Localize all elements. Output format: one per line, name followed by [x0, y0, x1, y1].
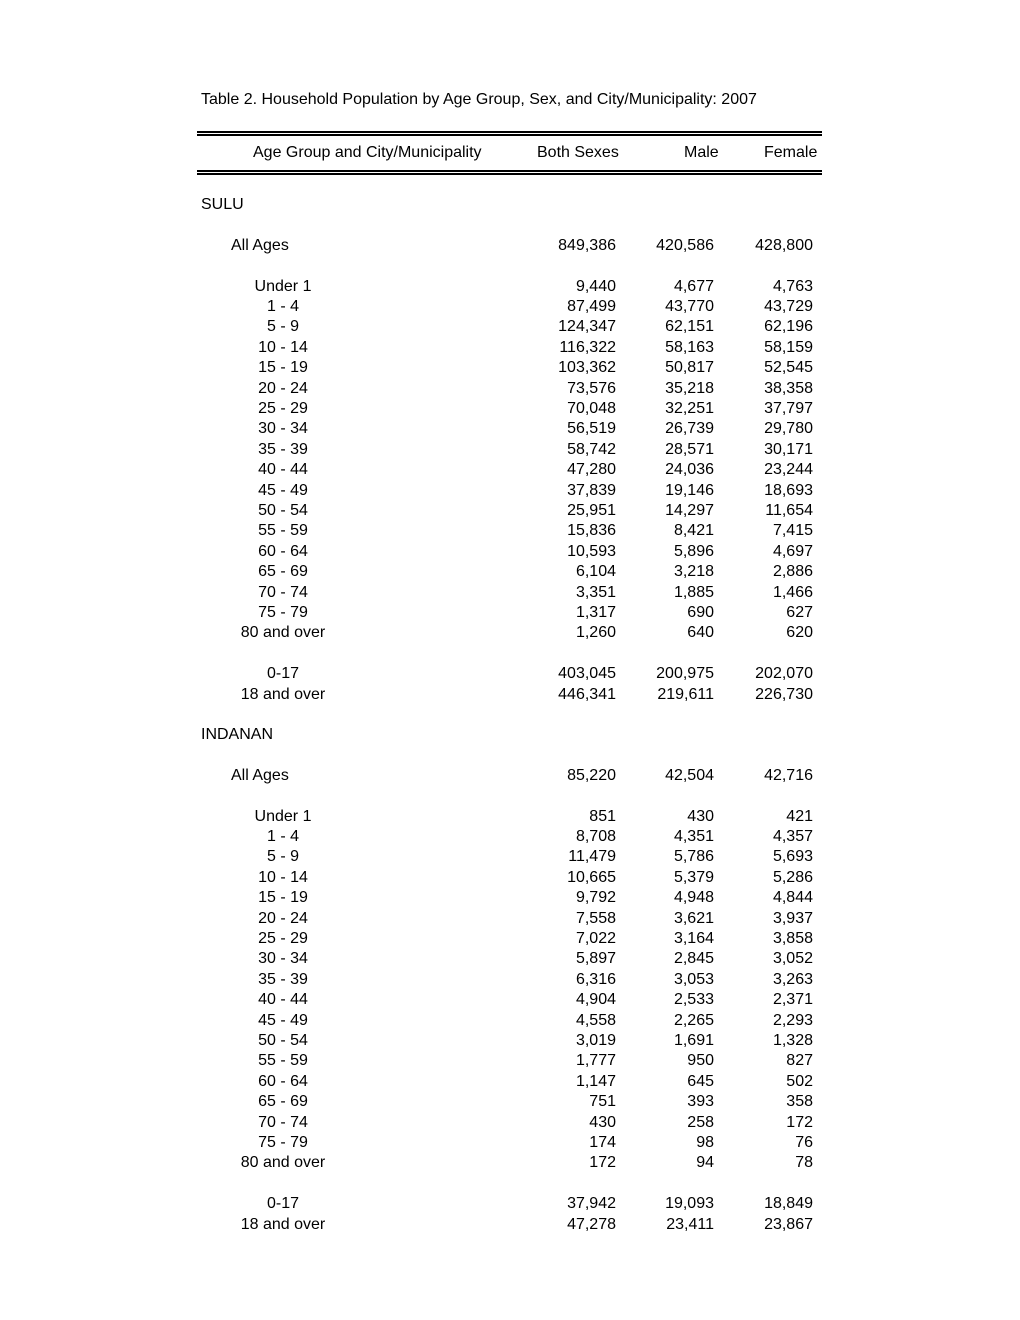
row-label: 20 - 24 — [258, 379, 308, 397]
section-heading: INDANAN — [201, 726, 274, 743]
cell-both-sexes: 174 — [589, 1133, 616, 1151]
cell-male: 62,151 — [665, 318, 714, 336]
cell-both-sexes: 1,777 — [575, 1052, 616, 1070]
cell-both-sexes: 124,347 — [558, 318, 616, 336]
table-row — [0, 991, 1020, 1011]
row-label: 80 and over — [240, 1154, 326, 1172]
row-label: 5 - 9 — [266, 318, 300, 336]
cell-both-sexes: 11,479 — [568, 848, 616, 866]
cell-female: 3,937 — [772, 909, 813, 927]
table-row — [0, 339, 1020, 359]
row-label: 30 - 34 — [258, 420, 308, 438]
row-label: 60 - 64 — [258, 542, 308, 560]
row-label: 65 - 69 — [258, 563, 308, 581]
cell-male: 690 — [687, 603, 714, 621]
cell-male: 58,163 — [665, 338, 714, 356]
cell-female: 3,858 — [772, 929, 813, 947]
cell-female: 37,797 — [764, 399, 813, 417]
cell-female: 2,886 — [772, 563, 813, 581]
cell-male: 4,948 — [673, 889, 714, 907]
cell-female: 827 — [786, 1052, 813, 1070]
cell-female: 226,730 — [755, 685, 813, 703]
cell-female: 1,328 — [772, 1031, 813, 1049]
cell-female: 627 — [786, 603, 813, 621]
cell-both-sexes: 4,558 — [575, 1011, 616, 1029]
table-row — [0, 461, 1020, 481]
cell-male: 2,265 — [673, 1011, 714, 1029]
row-label: 70 - 74 — [258, 1113, 308, 1131]
cell-both-sexes: 9,440 — [575, 277, 616, 295]
table-row — [0, 1134, 1020, 1154]
cell-both-sexes: 9,792 — [575, 889, 616, 907]
table-row — [0, 380, 1020, 400]
row-label: 50 - 54 — [258, 501, 308, 519]
cell-female: 38,358 — [764, 379, 813, 397]
table-row — [0, 828, 1020, 848]
cell-both-sexes: 25,951 — [567, 501, 616, 519]
table-row — [0, 808, 1020, 828]
table-row — [0, 1154, 1020, 1174]
cell-both-sexes: 87,499 — [567, 297, 616, 315]
cell-both-sexes: 6,316 — [575, 970, 616, 988]
row-label: 45 - 49 — [258, 1011, 308, 1029]
table-row — [0, 1032, 1020, 1052]
header-rule-top-2 — [197, 134, 822, 136]
table-row — [0, 930, 1020, 950]
row-label: 45 - 49 — [258, 481, 308, 499]
table-row — [0, 889, 1020, 909]
cell-female: 4,357 — [772, 827, 813, 845]
row-label: 55 - 59 — [258, 1052, 308, 1070]
header-rule-bottom-2 — [197, 173, 822, 175]
header-rule-bottom-1 — [197, 170, 822, 172]
cell-female: 502 — [786, 1072, 813, 1090]
table-row — [0, 278, 1020, 298]
row-label: 15 - 19 — [258, 889, 308, 907]
row-label: 18 and over — [240, 1215, 326, 1233]
cell-male: 19,093 — [665, 1195, 714, 1213]
table-row — [0, 584, 1020, 604]
cell-both-sexes: 430 — [589, 1113, 616, 1131]
row-label: 0-17 — [266, 1195, 300, 1213]
cell-male: 3,164 — [673, 929, 714, 947]
row-label: 1 - 4 — [266, 297, 300, 315]
table-row — [0, 1073, 1020, 1093]
cell-female: 1,466 — [772, 583, 813, 601]
row-label: 35 - 39 — [258, 970, 308, 988]
cell-both-sexes: 47,278 — [567, 1215, 616, 1233]
cell-male: 430 — [687, 807, 714, 825]
cell-both-sexes: 3,019 — [575, 1031, 616, 1049]
row-label: 40 - 44 — [258, 991, 308, 1009]
cell-female: 78 — [795, 1154, 813, 1172]
cell-both-sexes: 403,045 — [558, 665, 616, 683]
cell-female: 18,849 — [764, 1195, 813, 1213]
cell-female: 172 — [786, 1113, 813, 1131]
cell-both-sexes: 1,147 — [575, 1072, 616, 1090]
cell-both-sexes: 7,022 — [575, 929, 616, 947]
table-row-summary — [0, 1216, 1020, 1236]
header-rule-top-1 — [197, 131, 822, 133]
row-label: 10 - 14 — [258, 868, 308, 886]
row-label: 5 - 9 — [266, 848, 300, 866]
cell-both-sexes: 851 — [589, 807, 616, 825]
cell-female: 4,763 — [772, 277, 813, 295]
table-title: Table 2. Household Population by Age Group, Sex, and City/Municipality: 2007 — [201, 91, 757, 108]
cell-female: 4,844 — [772, 889, 813, 907]
row-label: Under 1 — [254, 807, 312, 825]
cell-female: 23,244 — [764, 461, 813, 479]
cell-male: 258 — [687, 1113, 714, 1131]
cell-female: 18,693 — [764, 481, 813, 499]
cell-male: 26,739 — [665, 420, 714, 438]
table-row — [0, 482, 1020, 502]
row-label: 25 - 29 — [258, 399, 308, 417]
row-label: 15 - 19 — [258, 359, 308, 377]
table-row-summary — [0, 1195, 1020, 1215]
cell-male: 5,786 — [673, 848, 714, 866]
cell-male: 43,770 — [665, 297, 714, 315]
row-label: 0-17 — [266, 665, 300, 683]
cell-both-sexes: 73,576 — [567, 379, 616, 397]
cell-male: 94 — [696, 1154, 714, 1172]
cell-female: 2,371 — [772, 991, 813, 1009]
cell-male: 23,411 — [666, 1215, 714, 1233]
row-label: 60 - 64 — [258, 1072, 308, 1090]
cell-both-sexes: 70,048 — [567, 399, 616, 417]
cell-both-sexes: 10,665 — [567, 868, 616, 886]
cell-male: 5,896 — [673, 542, 714, 560]
cell-both-sexes: 56,519 — [567, 420, 616, 438]
cell-both-sexes: 7,558 — [575, 909, 616, 927]
table-row-all-ages — [0, 237, 1020, 257]
cell-female: 5,693 — [772, 848, 813, 866]
cell-both-sexes: 446,341 — [558, 685, 616, 703]
cell-male: 8,421 — [673, 522, 714, 540]
column-header-both-sexes: Both Sexes — [537, 144, 619, 161]
cell-male: 32,251 — [665, 399, 714, 417]
table-row — [0, 624, 1020, 644]
cell-male: 393 — [687, 1093, 714, 1111]
table-row — [0, 950, 1020, 970]
row-label: 1 - 4 — [266, 827, 300, 845]
row-label: 75 - 79 — [258, 1133, 308, 1151]
table-row — [0, 604, 1020, 624]
cell-male: 2,533 — [673, 991, 714, 1009]
cell-male: 35,218 — [665, 379, 714, 397]
table-row — [0, 1012, 1020, 1032]
cell-both-sexes: 103,362 — [558, 359, 616, 377]
row-label: Under 1 — [254, 277, 312, 295]
cell-male: 14,297 — [665, 501, 714, 519]
table-row — [0, 420, 1020, 440]
cell-both-sexes: 58,742 — [567, 440, 616, 458]
table-row — [0, 848, 1020, 868]
cell-both-sexes: 172 — [589, 1154, 616, 1172]
cell-male: 3,053 — [673, 970, 714, 988]
cell-both-sexes: 10,593 — [567, 542, 616, 560]
table-row-all-ages — [0, 767, 1020, 787]
table-row — [0, 502, 1020, 522]
cell-both-sexes: 849,386 — [558, 236, 616, 254]
row-label: All Ages — [231, 236, 289, 254]
cell-male: 4,677 — [673, 277, 714, 295]
cell-male: 24,036 — [665, 461, 714, 479]
row-label: 35 - 39 — [258, 440, 308, 458]
table-row — [0, 400, 1020, 420]
cell-both-sexes: 37,942 — [567, 1195, 616, 1213]
cell-female: 5,286 — [772, 868, 813, 886]
row-label: 80 and over — [240, 624, 326, 642]
cell-male: 28,571 — [665, 440, 714, 458]
cell-both-sexes: 85,220 — [567, 766, 616, 784]
cell-female: 358 — [786, 1093, 813, 1111]
cell-both-sexes: 8,708 — [575, 827, 616, 845]
cell-male: 3,621 — [673, 909, 714, 927]
row-label: 65 - 69 — [258, 1093, 308, 1111]
row-label: 40 - 44 — [258, 461, 308, 479]
cell-male: 98 — [696, 1133, 714, 1151]
table-row — [0, 1093, 1020, 1113]
cell-male: 2,845 — [673, 950, 714, 968]
row-label: 30 - 34 — [258, 950, 308, 968]
row-label: 75 - 79 — [258, 603, 308, 621]
cell-female: 3,052 — [772, 950, 813, 968]
table-row — [0, 359, 1020, 379]
cell-male: 1,885 — [673, 583, 714, 601]
cell-female: 58,159 — [764, 338, 813, 356]
cell-female: 42,716 — [764, 766, 813, 784]
table-row — [0, 298, 1020, 318]
column-header-female: Female — [764, 144, 818, 161]
cell-male: 5,379 — [673, 868, 714, 886]
cell-female: 202,070 — [755, 665, 813, 683]
cell-male: 219,611 — [657, 685, 714, 703]
table-row — [0, 563, 1020, 583]
row-label: 55 - 59 — [258, 522, 308, 540]
table-row — [0, 971, 1020, 991]
cell-both-sexes: 116,322 — [559, 338, 616, 356]
cell-both-sexes: 5,897 — [575, 950, 616, 968]
cell-both-sexes: 1,260 — [575, 624, 616, 642]
cell-male: 950 — [687, 1052, 714, 1070]
section-heading: SULU — [201, 196, 244, 213]
cell-male: 42,504 — [665, 766, 714, 784]
row-label: All Ages — [231, 766, 289, 784]
cell-both-sexes: 6,104 — [575, 563, 616, 581]
cell-both-sexes: 4,904 — [575, 991, 616, 1009]
cell-female: 11,654 — [765, 501, 813, 519]
cell-female: 4,697 — [772, 542, 813, 560]
table-row — [0, 522, 1020, 542]
cell-both-sexes: 3,351 — [575, 583, 616, 601]
cell-male: 19,146 — [665, 481, 714, 499]
cell-female: 62,196 — [764, 318, 813, 336]
cell-female: 52,545 — [764, 359, 813, 377]
column-header-male: Male — [684, 144, 719, 161]
cell-female: 29,780 — [764, 420, 813, 438]
table-row — [0, 543, 1020, 563]
cell-female: 23,867 — [764, 1215, 813, 1233]
row-label: 70 - 74 — [258, 583, 308, 601]
row-label: 50 - 54 — [258, 1031, 308, 1049]
table-row — [0, 318, 1020, 338]
table-row — [0, 910, 1020, 930]
cell-male: 645 — [687, 1072, 714, 1090]
table-row — [0, 1114, 1020, 1134]
cell-male: 1,691 — [673, 1031, 714, 1049]
cell-male: 3,218 — [673, 563, 714, 581]
table-row-summary — [0, 665, 1020, 685]
table-row-summary — [0, 686, 1020, 706]
cell-female: 30,171 — [764, 440, 813, 458]
cell-both-sexes: 751 — [589, 1093, 616, 1111]
cell-female: 428,800 — [755, 236, 813, 254]
row-label: 18 and over — [240, 685, 326, 703]
cell-female: 7,415 — [772, 522, 813, 540]
row-label: 10 - 14 — [258, 338, 308, 356]
table-row — [0, 1052, 1020, 1072]
cell-female: 43,729 — [764, 297, 813, 315]
cell-male: 200,975 — [656, 665, 714, 683]
cell-female: 2,293 — [772, 1011, 813, 1029]
table-row — [0, 869, 1020, 889]
cell-male: 50,817 — [665, 359, 714, 377]
cell-male: 4,351 — [673, 827, 714, 845]
row-label: 25 - 29 — [258, 929, 308, 947]
cell-female: 76 — [795, 1133, 813, 1151]
row-label: 20 - 24 — [258, 909, 308, 927]
cell-both-sexes: 37,839 — [567, 481, 616, 499]
cell-both-sexes: 1,317 — [575, 603, 616, 621]
table-row — [0, 441, 1020, 461]
cell-both-sexes: 47,280 — [567, 461, 616, 479]
cell-female: 620 — [786, 624, 813, 642]
cell-male: 420,586 — [656, 236, 714, 254]
cell-female: 421 — [786, 807, 813, 825]
cell-female: 3,263 — [772, 970, 813, 988]
cell-both-sexes: 15,836 — [567, 522, 616, 540]
cell-male: 640 — [687, 624, 714, 642]
column-header-group: Age Group and City/Municipality — [253, 144, 482, 161]
